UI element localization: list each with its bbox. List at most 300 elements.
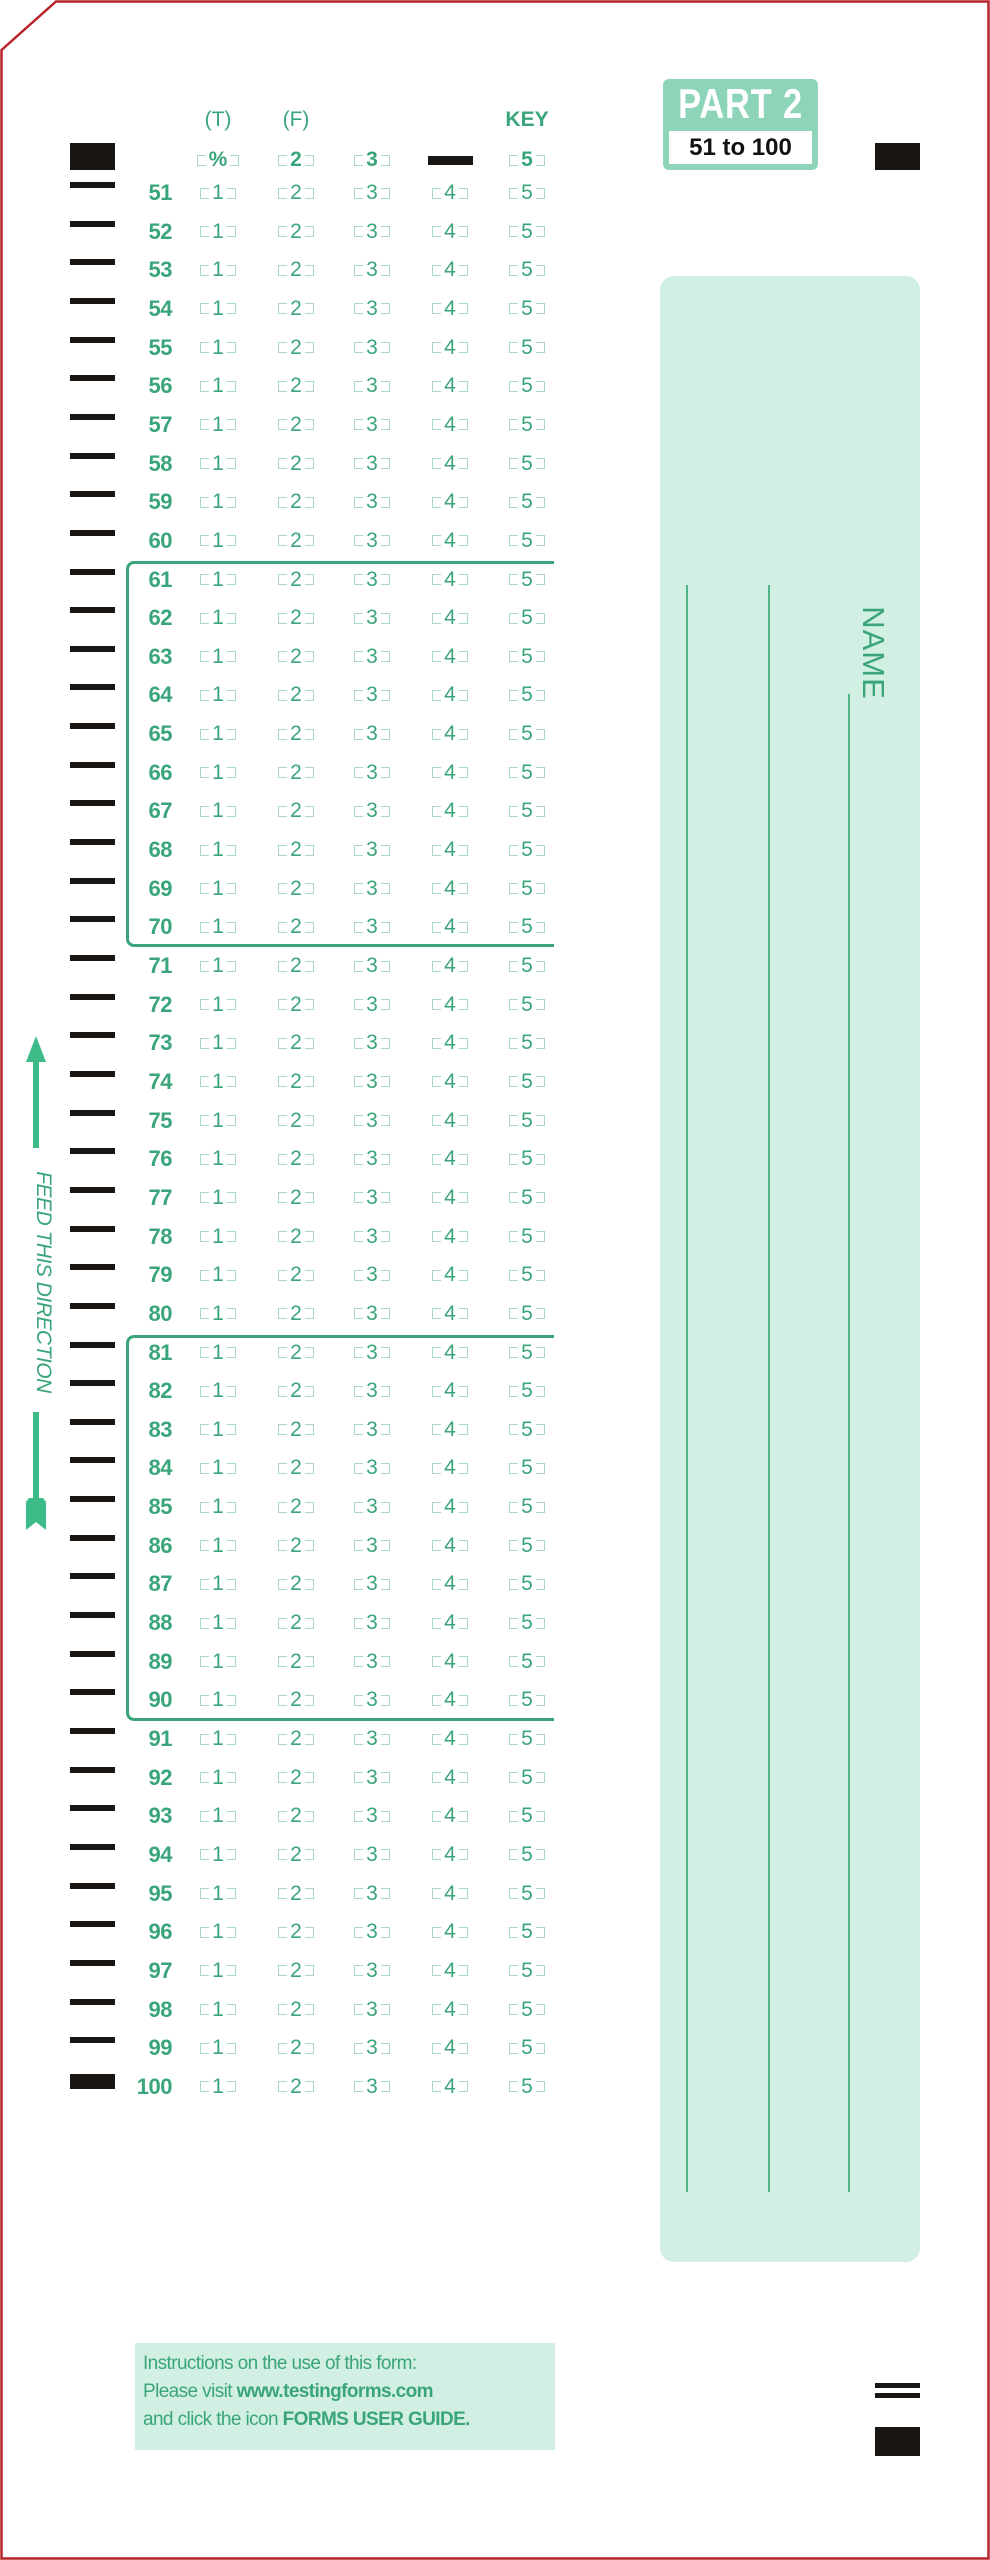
bubble-label: 3: [366, 1495, 378, 1519]
answer-bubble-2[interactable]: [266, 449, 326, 479]
instructions-line-2: [143, 2378, 555, 2406]
answer-bubble-2[interactable]: [266, 1840, 326, 1870]
answer-bubble-5[interactable]: [497, 526, 557, 556]
answer-bubble-4[interactable]: [420, 255, 480, 285]
bubble-label: 3: [366, 1108, 378, 1132]
bubble-label: 1: [212, 296, 224, 320]
bubble-label: 2: [290, 1263, 302, 1287]
bubble-label: 2: [290, 1688, 302, 1712]
question-number: 51: [148, 180, 172, 205]
bubble-label: 3: [366, 1611, 378, 1635]
bubble-label: 3: [366, 1649, 378, 1673]
answer-bubble-4[interactable]: [420, 410, 480, 440]
answer-bubble-2[interactable]: [266, 526, 326, 556]
answer-bubble-2[interactable]: [266, 2072, 326, 2102]
answer-bubble-1[interactable]: [188, 255, 248, 285]
answer-bubble-1[interactable]: [188, 217, 248, 247]
bubble-label: 3: [366, 838, 378, 862]
bubble-label: 4: [444, 335, 456, 359]
answer-bubble-4[interactable]: [420, 990, 480, 1020]
answer-bubble-3[interactable]: [342, 1724, 402, 1754]
bubble-label: 4: [444, 374, 456, 398]
question-number: 97: [148, 1957, 172, 1983]
answer-bubble-2[interactable]: [266, 990, 326, 1020]
answer-bubble-3[interactable]: [342, 526, 402, 556]
bubble-label: 4: [444, 1031, 456, 1055]
answer-bubble-5[interactable]: [497, 1724, 557, 1754]
answer-bubble-1[interactable]: [188, 1801, 248, 1831]
bubble-label: 4: [444, 1495, 456, 1519]
answer-bubble-1[interactable]: [188, 526, 248, 556]
bubble-label: 2: [290, 258, 302, 282]
answer-bubble-2[interactable]: [266, 1260, 326, 1290]
question-number: 65: [148, 721, 172, 747]
answer-bubble-5[interactable]: [497, 255, 557, 285]
answer-bubble-3[interactable]: [342, 487, 402, 517]
answer-bubble-3[interactable]: [342, 1183, 402, 1213]
bubble-label: 3: [366, 1533, 378, 1557]
answer-bubble-4[interactable]: [420, 1144, 480, 1174]
answer-bubble-1[interactable]: [188, 1763, 248, 1793]
bubble-label: 1: [212, 1958, 224, 1982]
answer-bubble-4[interactable]: [420, 1106, 480, 1136]
bubble-label: 3: [366, 1379, 378, 1403]
instructions-line-3: [143, 2406, 555, 2434]
answer-bubble-4[interactable]: [420, 1917, 480, 1947]
answer-bubble-1[interactable]: [188, 1917, 248, 1947]
answer-bubble-3[interactable]: [342, 333, 402, 363]
bubble-label: 3: [366, 490, 378, 514]
answer-bubble-3[interactable]: [342, 1028, 402, 1058]
bubble-label: 2: [290, 1920, 302, 1944]
answer-bubble-4[interactable]: [420, 1724, 480, 1754]
answer-bubble-4[interactable]: [420, 371, 480, 401]
answer-bubble-4[interactable]: [420, 1222, 480, 1252]
answer-bubble-5[interactable]: [497, 371, 557, 401]
website-link[interactable]: www.testingforms.com: [236, 2381, 433, 2402]
group-box-61-70: [126, 561, 554, 947]
answer-bubble-1[interactable]: [188, 1067, 248, 1097]
answer-bubble-3[interactable]: [342, 2033, 402, 2063]
bubble-label: 2: [290, 1881, 302, 1905]
answer-bubble-4[interactable]: [420, 1879, 480, 1909]
bubble-label: 1: [212, 1456, 224, 1480]
bubble-label: 5: [521, 1185, 533, 1209]
answer-bubble-5[interactable]: [497, 2033, 557, 2063]
answer-bubble-1[interactable]: [188, 2033, 248, 2063]
question-row: [0, 1840, 560, 1870]
answer-bubble-1[interactable]: [188, 1183, 248, 1213]
answer-bubble-3[interactable]: [342, 1801, 402, 1831]
answer-bubble-3[interactable]: [342, 410, 402, 440]
answer-bubble-2[interactable]: [266, 2033, 326, 2063]
bubble-label: 5: [521, 1495, 533, 1519]
key-bubble-3[interactable]: [342, 145, 402, 175]
bubble-label: 2: [290, 1958, 302, 1982]
answer-bubble-3[interactable]: [342, 951, 402, 981]
key-bubble-2[interactable]: [266, 145, 326, 175]
answer-bubble-5[interactable]: [497, 1106, 557, 1136]
answer-bubble-5[interactable]: [497, 1879, 557, 1909]
answer-bubble-2[interactable]: [266, 1106, 326, 1136]
answer-bubble-1[interactable]: [188, 951, 248, 981]
answer-bubble-1[interactable]: [188, 1724, 248, 1754]
question-row: [0, 487, 560, 517]
answer-bubble-4[interactable]: [420, 217, 480, 247]
answer-bubble-3[interactable]: [342, 1917, 402, 1947]
timing-mark-bottom-right: [875, 2427, 920, 2456]
answer-bubble-2[interactable]: [266, 371, 326, 401]
answer-bubble-3[interactable]: [342, 1222, 402, 1252]
bubble-label: 4: [444, 1263, 456, 1287]
answer-bubble-4[interactable]: [420, 526, 480, 556]
bubble-label: 5: [521, 1688, 533, 1712]
bubble-label: 2: [290, 1495, 302, 1519]
bubble-label: 4: [444, 296, 456, 320]
answer-bubble-3[interactable]: [342, 1144, 402, 1174]
bubble-label: 1: [212, 181, 224, 204]
bubble-label: 2: [290, 490, 302, 514]
bubble-label: 5: [521, 1765, 533, 1789]
answer-bubble-1[interactable]: [188, 178, 248, 208]
bubble-label: 3: [366, 1340, 378, 1364]
bubble-label: 2: [290, 451, 302, 475]
bubble-label: 5: [521, 1649, 533, 1673]
bubble-label: 3: [366, 567, 378, 591]
bubble-label: 2: [290, 1069, 302, 1093]
answer-bubble-3[interactable]: [342, 449, 402, 479]
answer-bubble-1[interactable]: [188, 333, 248, 363]
bubble-label: 2: [290, 1456, 302, 1480]
bubble-label: 5: [521, 1533, 533, 1557]
question-row: [0, 410, 560, 440]
answer-bubble-4[interactable]: [420, 1995, 480, 2025]
answer-bubble-2[interactable]: [266, 1956, 326, 1986]
bubble-label: 2: [290, 876, 302, 900]
bubble-label: 1: [212, 1379, 224, 1403]
bubble-label: 3: [366, 1842, 378, 1866]
question-row: [0, 1917, 560, 1947]
key-bubble-label: 2: [290, 148, 302, 171]
answer-bubble-2[interactable]: [266, 1724, 326, 1754]
answer-bubble-1[interactable]: [188, 1956, 248, 1986]
answer-bubble-3[interactable]: [342, 1299, 402, 1329]
bubble-label: 2: [290, 2036, 302, 2060]
bubble-label: 2: [290, 644, 302, 668]
answer-bubble-4[interactable]: [420, 333, 480, 363]
answer-bubble-3[interactable]: [342, 1260, 402, 1290]
bubble-label: 3: [366, 1688, 378, 1712]
answer-bubble-4[interactable]: [420, 449, 480, 479]
answer-bubble-3[interactable]: [342, 2072, 402, 2102]
question-number: 91: [148, 1726, 172, 1751]
answer-bubble-1[interactable]: [188, 1299, 248, 1329]
question-number: 82: [148, 1378, 172, 1404]
bubble-label: 4: [444, 1765, 456, 1789]
bubble-label: 2: [290, 683, 302, 707]
bubble-label: 3: [366, 528, 378, 552]
question-number: 68: [148, 837, 172, 863]
bubble-label: 3: [366, 760, 378, 784]
answer-bubble-3[interactable]: [342, 294, 402, 324]
question-row: [0, 449, 560, 479]
bubble-label: 4: [444, 2074, 456, 2098]
bubble-label: 1: [212, 876, 224, 900]
answer-bubble-5[interactable]: [497, 1183, 557, 1213]
answer-bubble-5[interactable]: [497, 1801, 557, 1831]
bubble-label: 4: [444, 1379, 456, 1403]
name-line-3: [848, 694, 850, 2192]
answer-bubble-5[interactable]: [497, 1995, 557, 2025]
answer-bubble-1[interactable]: [188, 990, 248, 1020]
answer-bubble-3[interactable]: [342, 255, 402, 285]
answer-bubble-2[interactable]: [266, 1028, 326, 1058]
question-row: [0, 1222, 560, 1252]
answer-bubble-4[interactable]: [420, 1028, 480, 1058]
answer-bubble-1[interactable]: [188, 371, 248, 401]
question-row: [0, 1028, 560, 1058]
answer-bubble-2[interactable]: [266, 294, 326, 324]
answer-bubble-4[interactable]: [420, 2072, 480, 2102]
answer-bubble-2[interactable]: [266, 1879, 326, 1909]
answer-bubble-1[interactable]: [188, 1144, 248, 1174]
answer-bubble-5[interactable]: [497, 1144, 557, 1174]
answer-bubble-5[interactable]: [497, 990, 557, 1020]
bubble-label: 3: [366, 1147, 378, 1171]
bubble-label: 2: [290, 2074, 302, 2098]
answer-bubble-3[interactable]: [342, 1879, 402, 1909]
bubble-label: 3: [366, 644, 378, 668]
bubble-label: 5: [521, 1881, 533, 1905]
answer-bubble-3[interactable]: [342, 217, 402, 247]
answer-bubble-1[interactable]: [188, 294, 248, 324]
question-row: [0, 294, 560, 324]
question-row: [0, 2033, 560, 2063]
answer-bubble-5[interactable]: [497, 1299, 557, 1329]
bubble-label: 3: [366, 1920, 378, 1944]
bubble-label: 2: [290, 760, 302, 784]
bubble-label: 1: [212, 915, 224, 939]
answer-bubble-2[interactable]: [266, 333, 326, 363]
bubble-label: 5: [521, 1727, 533, 1750]
answer-bubble-3[interactable]: [342, 990, 402, 1020]
bubble-label: 1: [212, 1263, 224, 1287]
part-badge-title: PART 2: [678, 80, 803, 127]
bubble-label: 5: [521, 258, 533, 282]
bubble-label: 4: [444, 992, 456, 1016]
part-badge: [663, 79, 818, 170]
answer-bubble-2[interactable]: [266, 1067, 326, 1097]
question-number: 57: [148, 411, 172, 437]
bubble-label: 5: [521, 2036, 533, 2060]
answer-bubble-2[interactable]: [266, 1995, 326, 2025]
answer-bubble-5[interactable]: [497, 449, 557, 479]
bubble-label: 4: [444, 1069, 456, 1093]
answer-bubble-4[interactable]: [420, 178, 480, 208]
bubble-label: 3: [366, 335, 378, 359]
answer-bubble-5[interactable]: [497, 178, 557, 208]
answer-bubble-4[interactable]: [420, 487, 480, 517]
question-number: 77: [148, 1184, 172, 1210]
answer-bubble-4[interactable]: [420, 1801, 480, 1831]
question-row: [0, 1724, 560, 1754]
bubble-label: 5: [521, 1379, 533, 1403]
bubble-label: 2: [290, 1572, 302, 1596]
bubble-label: 1: [212, 335, 224, 359]
bubble-label: 1: [212, 374, 224, 398]
answer-bubble-3[interactable]: [342, 1995, 402, 2025]
question-number: 53: [148, 257, 172, 283]
answer-bubble-1[interactable]: [188, 2072, 248, 2102]
answer-bubble-4[interactable]: [420, 1183, 480, 1213]
question-number: 54: [148, 295, 172, 321]
answer-bubble-4[interactable]: [420, 1763, 480, 1793]
bubble-label: 5: [521, 490, 533, 514]
bubble-label: 3: [366, 1765, 378, 1789]
bubble-label: 2: [290, 1727, 302, 1750]
bubble-label: 4: [444, 1224, 456, 1248]
answer-bubble-2[interactable]: [266, 1763, 326, 1793]
bubble-label: 5: [521, 374, 533, 398]
bubble-label: 2: [290, 799, 302, 823]
answer-bubble-1[interactable]: [188, 1260, 248, 1290]
answer-bubble-5[interactable]: [497, 2072, 557, 2102]
answer-bubble-1[interactable]: [188, 1028, 248, 1058]
key-bubble-5[interactable]: [497, 145, 557, 175]
answer-bubble-1[interactable]: [188, 487, 248, 517]
answer-bubble-5[interactable]: [497, 333, 557, 363]
bubble-label: 3: [366, 1958, 378, 1982]
answer-bubble-3[interactable]: [342, 178, 402, 208]
key-bubble-1[interactable]: [188, 145, 248, 175]
bubble-label: 2: [290, 1224, 302, 1248]
answer-bubble-2[interactable]: [266, 1183, 326, 1213]
bubble-label: 4: [444, 1727, 456, 1750]
question-row: [0, 1144, 560, 1174]
answer-bubble-5[interactable]: [497, 487, 557, 517]
answer-bubble-5[interactable]: [497, 1840, 557, 1870]
true-column-header: (T): [204, 108, 232, 131]
bubble-label: 3: [366, 2036, 378, 2060]
bubble-label: 5: [521, 1456, 533, 1480]
bubble-label: 5: [521, 1301, 533, 1325]
answer-bubble-4[interactable]: [420, 2033, 480, 2063]
answer-bubble-1[interactable]: [188, 1840, 248, 1870]
answer-bubble-4[interactable]: [420, 1299, 480, 1329]
answer-bubble-1[interactable]: [188, 1995, 248, 2025]
answer-bubble-2[interactable]: [266, 1222, 326, 1252]
answer-bubble-2[interactable]: [266, 255, 326, 285]
bubble-label: 5: [521, 992, 533, 1016]
answer-bubble-4[interactable]: [420, 951, 480, 981]
question-number: 92: [148, 1764, 172, 1790]
answer-bubble-2[interactable]: [266, 178, 326, 208]
answer-bubble-2[interactable]: [266, 487, 326, 517]
answer-bubble-4[interactable]: [420, 1067, 480, 1097]
answer-bubble-5[interactable]: [497, 1763, 557, 1793]
question-number: 94: [148, 1841, 172, 1867]
bubble-label: 3: [366, 412, 378, 436]
answer-bubble-1[interactable]: [188, 1106, 248, 1136]
question-number: 52: [148, 218, 172, 244]
bubble-label: 3: [366, 683, 378, 707]
answer-bubble-3[interactable]: [342, 1956, 402, 1986]
bubble-label: 4: [444, 181, 456, 204]
answer-bubble-4[interactable]: [420, 1840, 480, 1870]
answer-bubble-5[interactable]: [497, 1028, 557, 1058]
answer-bubble-5[interactable]: [497, 1260, 557, 1290]
answer-bubble-2[interactable]: [266, 1144, 326, 1174]
bubble-label: 5: [521, 1572, 533, 1596]
bubble-label: 2: [290, 1301, 302, 1325]
answer-bubble-1[interactable]: [188, 1879, 248, 1909]
bubble-label: 1: [212, 1495, 224, 1519]
answer-bubble-5[interactable]: [497, 951, 557, 981]
answer-bubble-5[interactable]: [497, 1067, 557, 1097]
name-line-2: [768, 585, 770, 2192]
bubble-label: 5: [521, 1804, 533, 1828]
answer-bubble-1[interactable]: [188, 410, 248, 440]
answer-bubble-3[interactable]: [342, 1067, 402, 1097]
answer-bubble-3[interactable]: [342, 1106, 402, 1136]
question-row: [0, 1067, 560, 1097]
answer-bubble-3[interactable]: [342, 371, 402, 401]
answer-bubble-4[interactable]: [420, 1956, 480, 1986]
question-number: 64: [148, 682, 172, 708]
answer-bubble-4[interactable]: [420, 1260, 480, 1290]
answer-bubble-2[interactable]: [266, 1801, 326, 1831]
timing-mark-double-1: [875, 2383, 920, 2388]
bubble-label: 3: [366, 606, 378, 630]
answer-bubble-5[interactable]: [497, 217, 557, 247]
answer-bubble-5[interactable]: [497, 294, 557, 324]
answer-bubble-2[interactable]: [266, 951, 326, 981]
bubble-label: 4: [444, 683, 456, 707]
answer-bubble-3[interactable]: [342, 1763, 402, 1793]
answer-bubble-2[interactable]: [266, 217, 326, 247]
bubble-label: 2: [290, 1108, 302, 1132]
question-number: 87: [148, 1571, 172, 1597]
bubble-label: 5: [521, 1920, 533, 1944]
question-number: 69: [148, 875, 172, 901]
answer-bubble-5[interactable]: [497, 410, 557, 440]
bubble-label: 4: [444, 1881, 456, 1905]
bubble-label: 1: [212, 1688, 224, 1712]
false-column-header: (F): [282, 108, 310, 131]
question-number: 80: [148, 1300, 172, 1326]
bubble-label: 2: [290, 1147, 302, 1171]
answer-bubble-1[interactable]: [188, 449, 248, 479]
answer-bubble-2[interactable]: [266, 410, 326, 440]
answer-bubble-1[interactable]: [188, 1222, 248, 1252]
name-panel[interactable]: [660, 276, 920, 2262]
bubble-label: 5: [521, 1611, 533, 1635]
answer-bubble-2[interactable]: [266, 1917, 326, 1947]
answer-bubble-5[interactable]: [497, 1917, 557, 1947]
question-number: 61: [148, 566, 172, 592]
answer-bubble-2[interactable]: [266, 1299, 326, 1329]
answer-bubble-4[interactable]: [420, 294, 480, 324]
answer-bubble-3[interactable]: [342, 1840, 402, 1870]
answer-bubble-5[interactable]: [497, 1956, 557, 1986]
answer-bubble-5[interactable]: [497, 1222, 557, 1252]
bubble-label: 1: [212, 1611, 224, 1635]
bubble-label: 4: [444, 1997, 456, 2021]
bubble-label: 1: [212, 799, 224, 823]
bubble-label: 5: [521, 1997, 533, 2021]
question-number: 75: [148, 1107, 172, 1133]
question-number: 67: [148, 798, 172, 824]
